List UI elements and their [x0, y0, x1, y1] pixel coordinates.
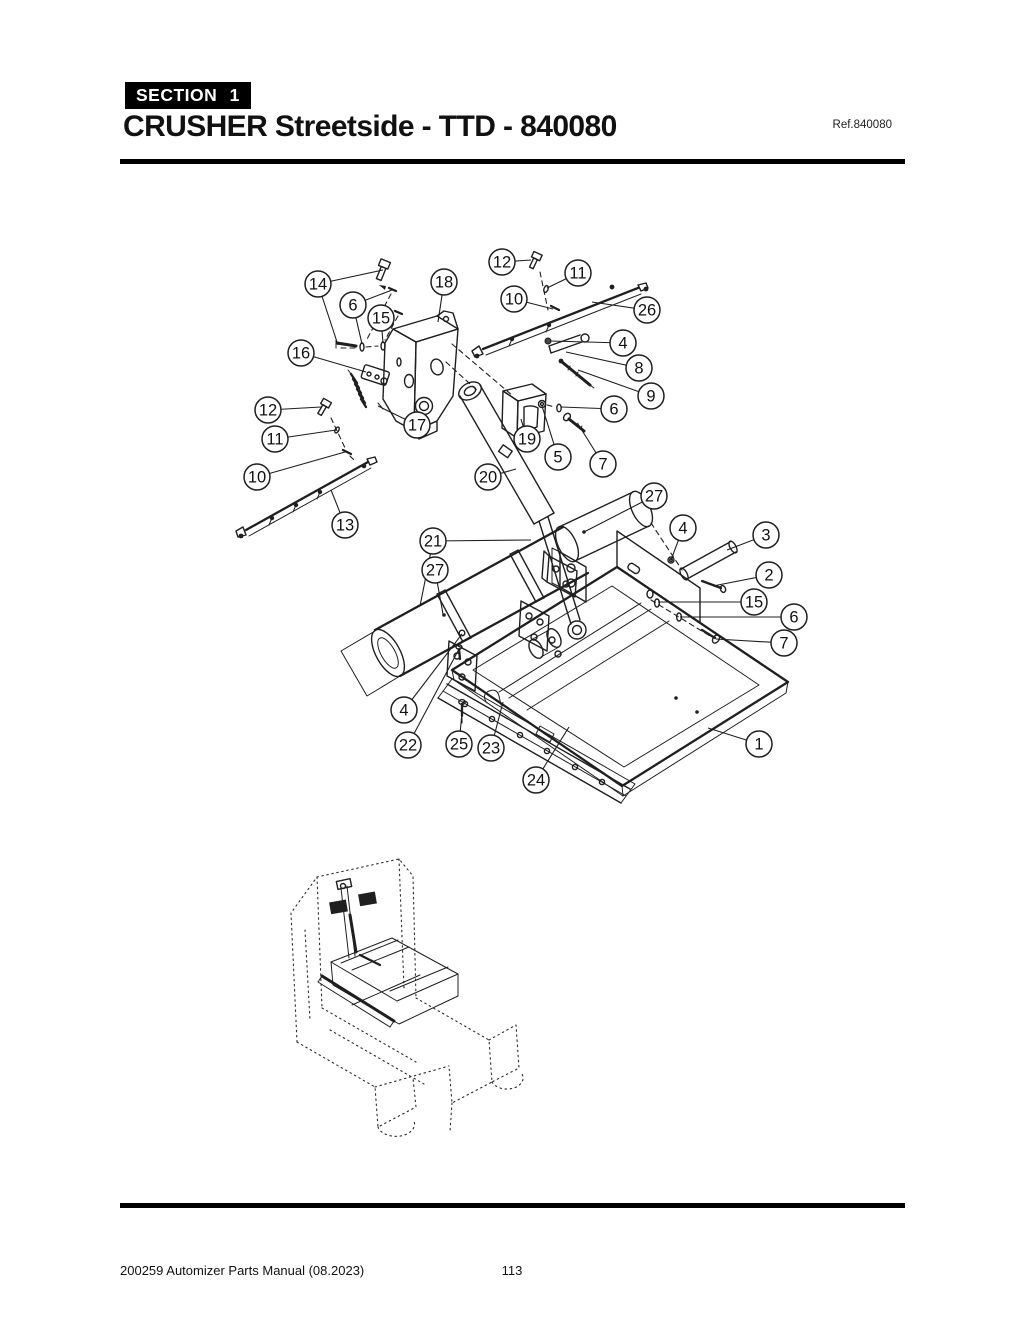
svg-text:11: 11	[266, 430, 284, 449]
svg-text:26: 26	[637, 301, 657, 320]
svg-text:6: 6	[789, 608, 799, 627]
callout-balloons	[244, 249, 807, 793]
svg-text:18: 18	[434, 273, 454, 292]
footer-page-number: 113	[501, 1263, 523, 1278]
svg-text:4: 4	[678, 519, 688, 538]
svg-text:27: 27	[425, 561, 445, 580]
svg-text:4: 4	[618, 334, 628, 353]
svg-text:5: 5	[553, 448, 563, 467]
svg-text:2: 2	[764, 566, 774, 585]
callout-25	[446, 713, 472, 757]
callout-2	[713, 562, 782, 588]
svg-text:4: 4	[399, 701, 409, 720]
svg-text:15: 15	[371, 309, 391, 328]
callout-27	[584, 483, 667, 532]
footer-manual-info: 200259 Automizer Parts Manual (08.2023)	[120, 1263, 365, 1278]
footer-rule	[120, 1203, 905, 1208]
svg-text:6: 6	[348, 296, 358, 315]
svg-text:8: 8	[634, 359, 644, 378]
svg-text:1: 1	[754, 735, 764, 754]
page-title: CRUSHER Streetside - TTD - 840080	[123, 110, 617, 143]
bracket-18	[383, 311, 513, 439]
clamp-16	[361, 364, 390, 385]
svg-text:23: 23	[481, 739, 501, 758]
svg-text:25: 25	[449, 735, 469, 754]
callout-11	[547, 260, 591, 288]
svg-text:11: 11	[569, 264, 587, 283]
reference-number: Ref.840080	[832, 119, 892, 131]
svg-text:3: 3	[761, 526, 771, 545]
svg-text:9: 9	[646, 387, 656, 406]
callout-12	[489, 249, 531, 275]
svg-text:7: 7	[779, 634, 789, 653]
svg-text:24: 24	[526, 771, 546, 790]
svg-text:12: 12	[258, 401, 278, 420]
callout-3	[727, 522, 779, 550]
svg-text:19: 19	[517, 430, 537, 449]
truck-inset	[291, 859, 523, 1136]
callout-27	[422, 557, 448, 614]
svg-text:10: 10	[504, 290, 524, 309]
callout-15	[368, 305, 394, 343]
callout-12	[255, 397, 321, 423]
svg-text:13: 13	[335, 516, 355, 535]
callout-13	[331, 490, 358, 538]
callout-20	[475, 464, 516, 490]
callout-1	[708, 728, 772, 757]
svg-text:21: 21	[423, 532, 443, 551]
svg-text:14: 14	[308, 275, 328, 294]
callout-15	[658, 589, 767, 615]
callout-4	[550, 330, 636, 356]
svg-text:10: 10	[247, 468, 267, 487]
diagram-artwork	[236, 251, 788, 1136]
callout-5	[542, 406, 571, 470]
callout-23	[478, 702, 504, 761]
frame-1	[449, 531, 788, 796]
pins-3-2	[668, 540, 739, 593]
svg-text:20: 20	[478, 468, 498, 487]
section-badge: SECTION 1	[125, 82, 251, 109]
callout-4	[670, 515, 696, 560]
svg-text:7: 7	[598, 455, 608, 474]
svg-text:27: 27	[644, 487, 664, 506]
callout-6	[561, 396, 627, 422]
block-19	[502, 334, 594, 438]
svg-text:22: 22	[398, 736, 418, 755]
svg-text:17: 17	[407, 416, 427, 435]
callout-11	[262, 426, 336, 452]
svg-text:15: 15	[744, 593, 764, 612]
svg-text:16: 16	[291, 344, 311, 363]
svg-text:6: 6	[609, 400, 619, 419]
svg-text:12: 12	[492, 253, 512, 272]
